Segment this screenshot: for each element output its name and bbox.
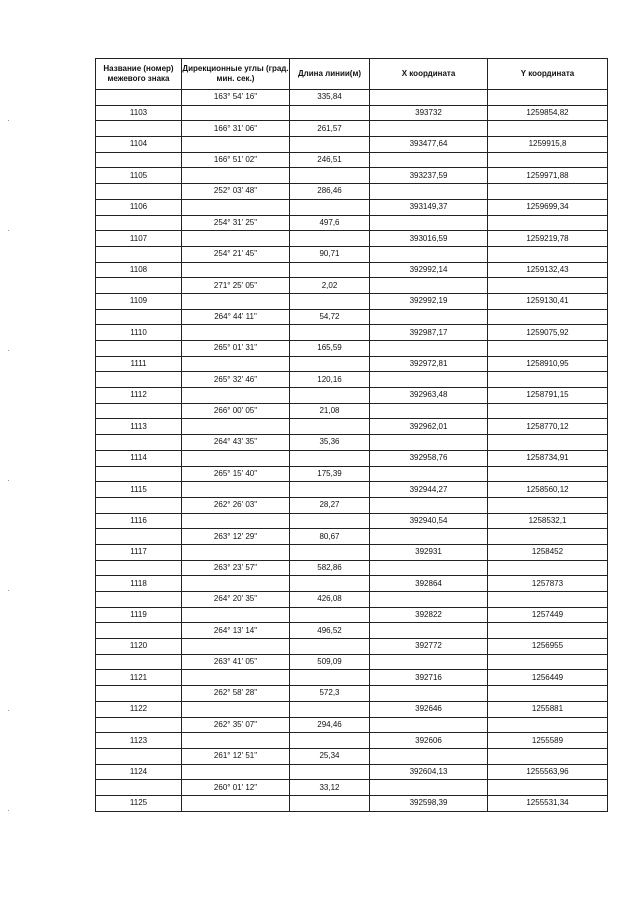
point-name: 1125 xyxy=(96,795,182,811)
segment-empty-x xyxy=(370,341,488,357)
segment-angle: 254° 31' 25" xyxy=(182,215,290,231)
point-empty-length xyxy=(290,325,370,341)
segment-empty-name xyxy=(96,560,182,576)
header-angle: Дирекционные углы (град. мин. сек.) xyxy=(182,59,290,90)
point-y: 1259699,34 xyxy=(488,199,608,215)
segment-angle: 261° 12' 51" xyxy=(182,748,290,764)
point-row xyxy=(96,733,608,749)
point-y: 1259971,88 xyxy=(488,168,608,184)
segment-angle: 264° 13' 14" xyxy=(182,623,290,639)
segment-empty-y xyxy=(488,246,608,262)
segment-empty-name xyxy=(96,184,182,200)
point-y: 1258734,91 xyxy=(488,450,608,466)
point-row xyxy=(96,544,608,560)
header-name: Название (номер) межевого знака xyxy=(96,59,182,90)
segment-row xyxy=(96,403,608,419)
scan-edge-marks xyxy=(8,120,10,820)
segment-empty-name xyxy=(96,246,182,262)
point-y: 1259219,78 xyxy=(488,231,608,247)
segment-length: 35,36 xyxy=(290,435,370,451)
segment-length: 294,46 xyxy=(290,717,370,733)
segment-row xyxy=(96,529,608,545)
point-empty-angle xyxy=(182,325,290,341)
point-empty-length xyxy=(290,293,370,309)
point-row xyxy=(96,293,608,309)
segment-row xyxy=(96,152,608,168)
point-name: 1112 xyxy=(96,388,182,404)
point-name: 1103 xyxy=(96,105,182,121)
point-empty-angle xyxy=(182,419,290,435)
point-empty-length xyxy=(290,607,370,623)
segment-empty-x xyxy=(370,560,488,576)
point-empty-length xyxy=(290,764,370,780)
segment-empty-x xyxy=(370,654,488,670)
segment-empty-y xyxy=(488,435,608,451)
point-y: 1255589 xyxy=(488,733,608,749)
point-empty-angle xyxy=(182,733,290,749)
point-empty-length xyxy=(290,701,370,717)
segment-empty-x xyxy=(370,309,488,325)
segment-empty-name xyxy=(96,654,182,670)
coordinates-table xyxy=(95,58,608,812)
point-x: 392987,17 xyxy=(370,325,488,341)
point-row xyxy=(96,639,608,655)
point-empty-angle xyxy=(182,639,290,655)
segment-empty-name xyxy=(96,403,182,419)
point-empty-angle xyxy=(182,795,290,811)
point-row xyxy=(96,168,608,184)
segment-angle: 266° 00' 05" xyxy=(182,403,290,419)
segment-length: 261,57 xyxy=(290,121,370,137)
segment-empty-y xyxy=(488,717,608,733)
segment-empty-x xyxy=(370,184,488,200)
segment-empty-name xyxy=(96,121,182,137)
point-x: 392822 xyxy=(370,607,488,623)
segment-empty-y xyxy=(488,215,608,231)
point-x: 392931 xyxy=(370,544,488,560)
point-empty-angle xyxy=(182,670,290,686)
point-empty-angle xyxy=(182,105,290,121)
point-y: 1258560,12 xyxy=(488,482,608,498)
point-name: 1119 xyxy=(96,607,182,623)
segment-length: 33,12 xyxy=(290,780,370,796)
segment-empty-name xyxy=(96,529,182,545)
point-y: 1258791,15 xyxy=(488,388,608,404)
segment-empty-name xyxy=(96,309,182,325)
point-empty-length xyxy=(290,168,370,184)
segment-empty-name xyxy=(96,278,182,294)
point-x: 393732 xyxy=(370,105,488,121)
segment-row xyxy=(96,372,608,388)
point-x: 392598,39 xyxy=(370,795,488,811)
segment-length: 54,72 xyxy=(290,309,370,325)
segment-length: 80,67 xyxy=(290,529,370,545)
point-name: 1114 xyxy=(96,450,182,466)
point-empty-length xyxy=(290,639,370,655)
segment-row xyxy=(96,780,608,796)
point-empty-angle xyxy=(182,356,290,372)
point-row xyxy=(96,482,608,498)
point-name: 1110 xyxy=(96,325,182,341)
segment-empty-y xyxy=(488,686,608,702)
point-row xyxy=(96,701,608,717)
point-y: 1259915,8 xyxy=(488,137,608,153)
segment-angle: 263° 41' 05" xyxy=(182,654,290,670)
segment-empty-name xyxy=(96,717,182,733)
point-y: 1258910,95 xyxy=(488,356,608,372)
point-empty-angle xyxy=(182,262,290,278)
point-x: 393016,59 xyxy=(370,231,488,247)
segment-angle: 252° 03' 48" xyxy=(182,184,290,200)
segment-angle: 271° 25' 05" xyxy=(182,278,290,294)
segment-empty-x xyxy=(370,686,488,702)
segment-length: 21,08 xyxy=(290,403,370,419)
segment-row xyxy=(96,686,608,702)
segment-empty-y xyxy=(488,184,608,200)
point-empty-length xyxy=(290,388,370,404)
point-empty-length xyxy=(290,137,370,153)
point-y: 1258770,12 xyxy=(488,419,608,435)
segment-angle: 264° 20' 35" xyxy=(182,592,290,608)
point-y: 1257873 xyxy=(488,576,608,592)
segment-angle: 264° 44' 11" xyxy=(182,309,290,325)
segment-row xyxy=(96,341,608,357)
segment-empty-y xyxy=(488,654,608,670)
point-empty-length xyxy=(290,105,370,121)
point-y: 1259130,41 xyxy=(488,293,608,309)
point-row xyxy=(96,513,608,529)
segment-angle: 166° 51' 02" xyxy=(182,152,290,168)
segment-length: 572,3 xyxy=(290,686,370,702)
segment-empty-y xyxy=(488,560,608,576)
segment-row xyxy=(96,623,608,639)
segment-empty-x xyxy=(370,121,488,137)
point-name: 1118 xyxy=(96,576,182,592)
segment-row xyxy=(96,90,608,106)
point-empty-angle xyxy=(182,701,290,717)
point-name: 1105 xyxy=(96,168,182,184)
segment-empty-x xyxy=(370,403,488,419)
segment-empty-name xyxy=(96,152,182,168)
segment-empty-y xyxy=(488,341,608,357)
segment-row xyxy=(96,246,608,262)
point-empty-angle xyxy=(182,482,290,498)
segment-length: 582,86 xyxy=(290,560,370,576)
segment-empty-x xyxy=(370,623,488,639)
point-name: 1115 xyxy=(96,482,182,498)
point-name: 1106 xyxy=(96,199,182,215)
segment-row xyxy=(96,278,608,294)
point-empty-length xyxy=(290,576,370,592)
point-empty-length xyxy=(290,199,370,215)
point-y: 1259854,82 xyxy=(488,105,608,121)
segment-angle: 262° 58' 28" xyxy=(182,686,290,702)
segment-length: 426,08 xyxy=(290,592,370,608)
segment-empty-x xyxy=(370,529,488,545)
point-row xyxy=(96,356,608,372)
segment-empty-y xyxy=(488,121,608,137)
point-row xyxy=(96,325,608,341)
point-empty-length xyxy=(290,482,370,498)
point-name: 1116 xyxy=(96,513,182,529)
point-empty-length xyxy=(290,733,370,749)
point-empty-angle xyxy=(182,293,290,309)
segment-empty-y xyxy=(488,623,608,639)
point-empty-angle xyxy=(182,168,290,184)
point-row xyxy=(96,795,608,811)
point-empty-length xyxy=(290,795,370,811)
segment-empty-y xyxy=(488,152,608,168)
point-name: 1124 xyxy=(96,764,182,780)
point-y: 1255881 xyxy=(488,701,608,717)
segment-row xyxy=(96,466,608,482)
segment-length: 2,02 xyxy=(290,278,370,294)
segment-empty-name xyxy=(96,686,182,702)
point-name: 1121 xyxy=(96,670,182,686)
segment-angle: 263° 12' 29" xyxy=(182,529,290,545)
header-y: Y координата xyxy=(488,59,608,90)
segment-empty-y xyxy=(488,403,608,419)
segment-empty-name xyxy=(96,215,182,231)
point-y: 1255563,96 xyxy=(488,764,608,780)
segment-row xyxy=(96,215,608,231)
point-empty-angle xyxy=(182,764,290,780)
point-x: 392972,81 xyxy=(370,356,488,372)
segment-row xyxy=(96,592,608,608)
point-empty-length xyxy=(290,419,370,435)
point-empty-angle xyxy=(182,607,290,623)
segment-empty-name xyxy=(96,90,182,106)
point-name: 1104 xyxy=(96,137,182,153)
segment-empty-name xyxy=(96,341,182,357)
point-row xyxy=(96,262,608,278)
segment-row xyxy=(96,497,608,513)
point-row xyxy=(96,231,608,247)
point-x: 392864 xyxy=(370,576,488,592)
segment-angle: 254° 21' 45" xyxy=(182,246,290,262)
segment-empty-y xyxy=(488,748,608,764)
point-y: 1258452 xyxy=(488,544,608,560)
segment-empty-x xyxy=(370,215,488,231)
segment-empty-y xyxy=(488,592,608,608)
segment-row xyxy=(96,121,608,137)
point-empty-length xyxy=(290,450,370,466)
table-header-row xyxy=(96,59,608,90)
point-x: 392940,54 xyxy=(370,513,488,529)
point-x: 392963,48 xyxy=(370,388,488,404)
point-x: 393237,59 xyxy=(370,168,488,184)
table-body xyxy=(96,90,608,812)
point-row xyxy=(96,419,608,435)
segment-row xyxy=(96,184,608,200)
segment-empty-name xyxy=(96,592,182,608)
point-name: 1120 xyxy=(96,639,182,655)
point-row xyxy=(96,450,608,466)
point-empty-length xyxy=(290,356,370,372)
point-row xyxy=(96,670,608,686)
point-empty-length xyxy=(290,670,370,686)
segment-empty-x xyxy=(370,780,488,796)
segment-length: 496,52 xyxy=(290,623,370,639)
point-y: 1259075,92 xyxy=(488,325,608,341)
segment-angle: 265° 32' 46" xyxy=(182,372,290,388)
point-x: 392606 xyxy=(370,733,488,749)
point-name: 1117 xyxy=(96,544,182,560)
segment-length: 175,39 xyxy=(290,466,370,482)
segment-length: 246,51 xyxy=(290,152,370,168)
segment-empty-x xyxy=(370,592,488,608)
segment-length: 497,6 xyxy=(290,215,370,231)
point-x: 392772 xyxy=(370,639,488,655)
segment-angle: 263° 23' 57" xyxy=(182,560,290,576)
segment-empty-y xyxy=(488,372,608,388)
segment-row xyxy=(96,309,608,325)
segment-empty-y xyxy=(488,529,608,545)
segment-empty-name xyxy=(96,435,182,451)
segment-empty-name xyxy=(96,466,182,482)
segment-empty-x xyxy=(370,717,488,733)
segment-empty-x xyxy=(370,466,488,482)
segment-angle: 163° 54' 16" xyxy=(182,90,290,106)
point-empty-length xyxy=(290,231,370,247)
segment-angle: 262° 26' 03" xyxy=(182,497,290,513)
segment-angle: 265° 01' 31" xyxy=(182,341,290,357)
point-name: 1108 xyxy=(96,262,182,278)
segment-row xyxy=(96,654,608,670)
point-row xyxy=(96,105,608,121)
segment-empty-y xyxy=(488,90,608,106)
segment-length: 286,46 xyxy=(290,184,370,200)
segment-empty-name xyxy=(96,497,182,513)
segment-empty-x xyxy=(370,748,488,764)
point-y: 1256449 xyxy=(488,670,608,686)
point-row xyxy=(96,388,608,404)
point-y: 1255531,34 xyxy=(488,795,608,811)
point-x: 392716 xyxy=(370,670,488,686)
segment-row xyxy=(96,748,608,764)
point-row xyxy=(96,607,608,623)
segment-length: 120,16 xyxy=(290,372,370,388)
point-x: 392992,14 xyxy=(370,262,488,278)
segment-empty-y xyxy=(488,309,608,325)
point-empty-angle xyxy=(182,513,290,529)
point-x: 392958,76 xyxy=(370,450,488,466)
segment-length: 28,27 xyxy=(290,497,370,513)
segment-empty-x xyxy=(370,246,488,262)
segment-angle: 262° 35' 07" xyxy=(182,717,290,733)
point-name: 1109 xyxy=(96,293,182,309)
segment-empty-x xyxy=(370,278,488,294)
point-empty-angle xyxy=(182,388,290,404)
segment-length: 335,84 xyxy=(290,90,370,106)
point-empty-length xyxy=(290,544,370,560)
point-x: 392646 xyxy=(370,701,488,717)
point-row xyxy=(96,764,608,780)
point-y: 1258532,1 xyxy=(488,513,608,529)
segment-empty-name xyxy=(96,748,182,764)
segment-empty-x xyxy=(370,152,488,168)
segment-empty-x xyxy=(370,90,488,106)
point-name: 1123 xyxy=(96,733,182,749)
segment-angle: 166° 31' 06" xyxy=(182,121,290,137)
point-empty-angle xyxy=(182,544,290,560)
segment-empty-y xyxy=(488,278,608,294)
segment-length: 165,59 xyxy=(290,341,370,357)
segment-empty-x xyxy=(370,435,488,451)
segment-angle: 264° 43' 35" xyxy=(182,435,290,451)
point-y: 1259132,43 xyxy=(488,262,608,278)
segment-empty-x xyxy=(370,497,488,513)
segment-length: 25,34 xyxy=(290,748,370,764)
point-name: 1107 xyxy=(96,231,182,247)
segment-length: 509,09 xyxy=(290,654,370,670)
segment-angle: 260° 01' 12" xyxy=(182,780,290,796)
point-row xyxy=(96,199,608,215)
point-y: 1257449 xyxy=(488,607,608,623)
point-empty-angle xyxy=(182,199,290,215)
point-row xyxy=(96,576,608,592)
point-empty-length xyxy=(290,262,370,278)
point-empty-angle xyxy=(182,231,290,247)
segment-empty-name xyxy=(96,372,182,388)
segment-angle: 265° 15' 40" xyxy=(182,466,290,482)
segment-row xyxy=(96,560,608,576)
point-x: 392962,01 xyxy=(370,419,488,435)
point-empty-angle xyxy=(182,576,290,592)
point-name: 1111 xyxy=(96,356,182,372)
point-y: 1256955 xyxy=(488,639,608,655)
segment-empty-x xyxy=(370,372,488,388)
point-empty-angle xyxy=(182,137,290,153)
point-name: 1122 xyxy=(96,701,182,717)
segment-empty-y xyxy=(488,780,608,796)
point-x: 393477,64 xyxy=(370,137,488,153)
point-x: 392992,19 xyxy=(370,293,488,309)
header-x: X координата xyxy=(370,59,488,90)
point-name: 1113 xyxy=(96,419,182,435)
header-length: Длина линии(м) xyxy=(290,59,370,90)
point-empty-angle xyxy=(182,450,290,466)
segment-empty-name xyxy=(96,780,182,796)
point-x: 392944,27 xyxy=(370,482,488,498)
segment-empty-name xyxy=(96,623,182,639)
point-x: 393149,37 xyxy=(370,199,488,215)
segment-empty-y xyxy=(488,497,608,513)
segment-empty-y xyxy=(488,466,608,482)
point-row xyxy=(96,137,608,153)
segment-row xyxy=(96,717,608,733)
segment-row xyxy=(96,435,608,451)
point-empty-length xyxy=(290,513,370,529)
segment-length: 90,71 xyxy=(290,246,370,262)
point-x: 392604,13 xyxy=(370,764,488,780)
